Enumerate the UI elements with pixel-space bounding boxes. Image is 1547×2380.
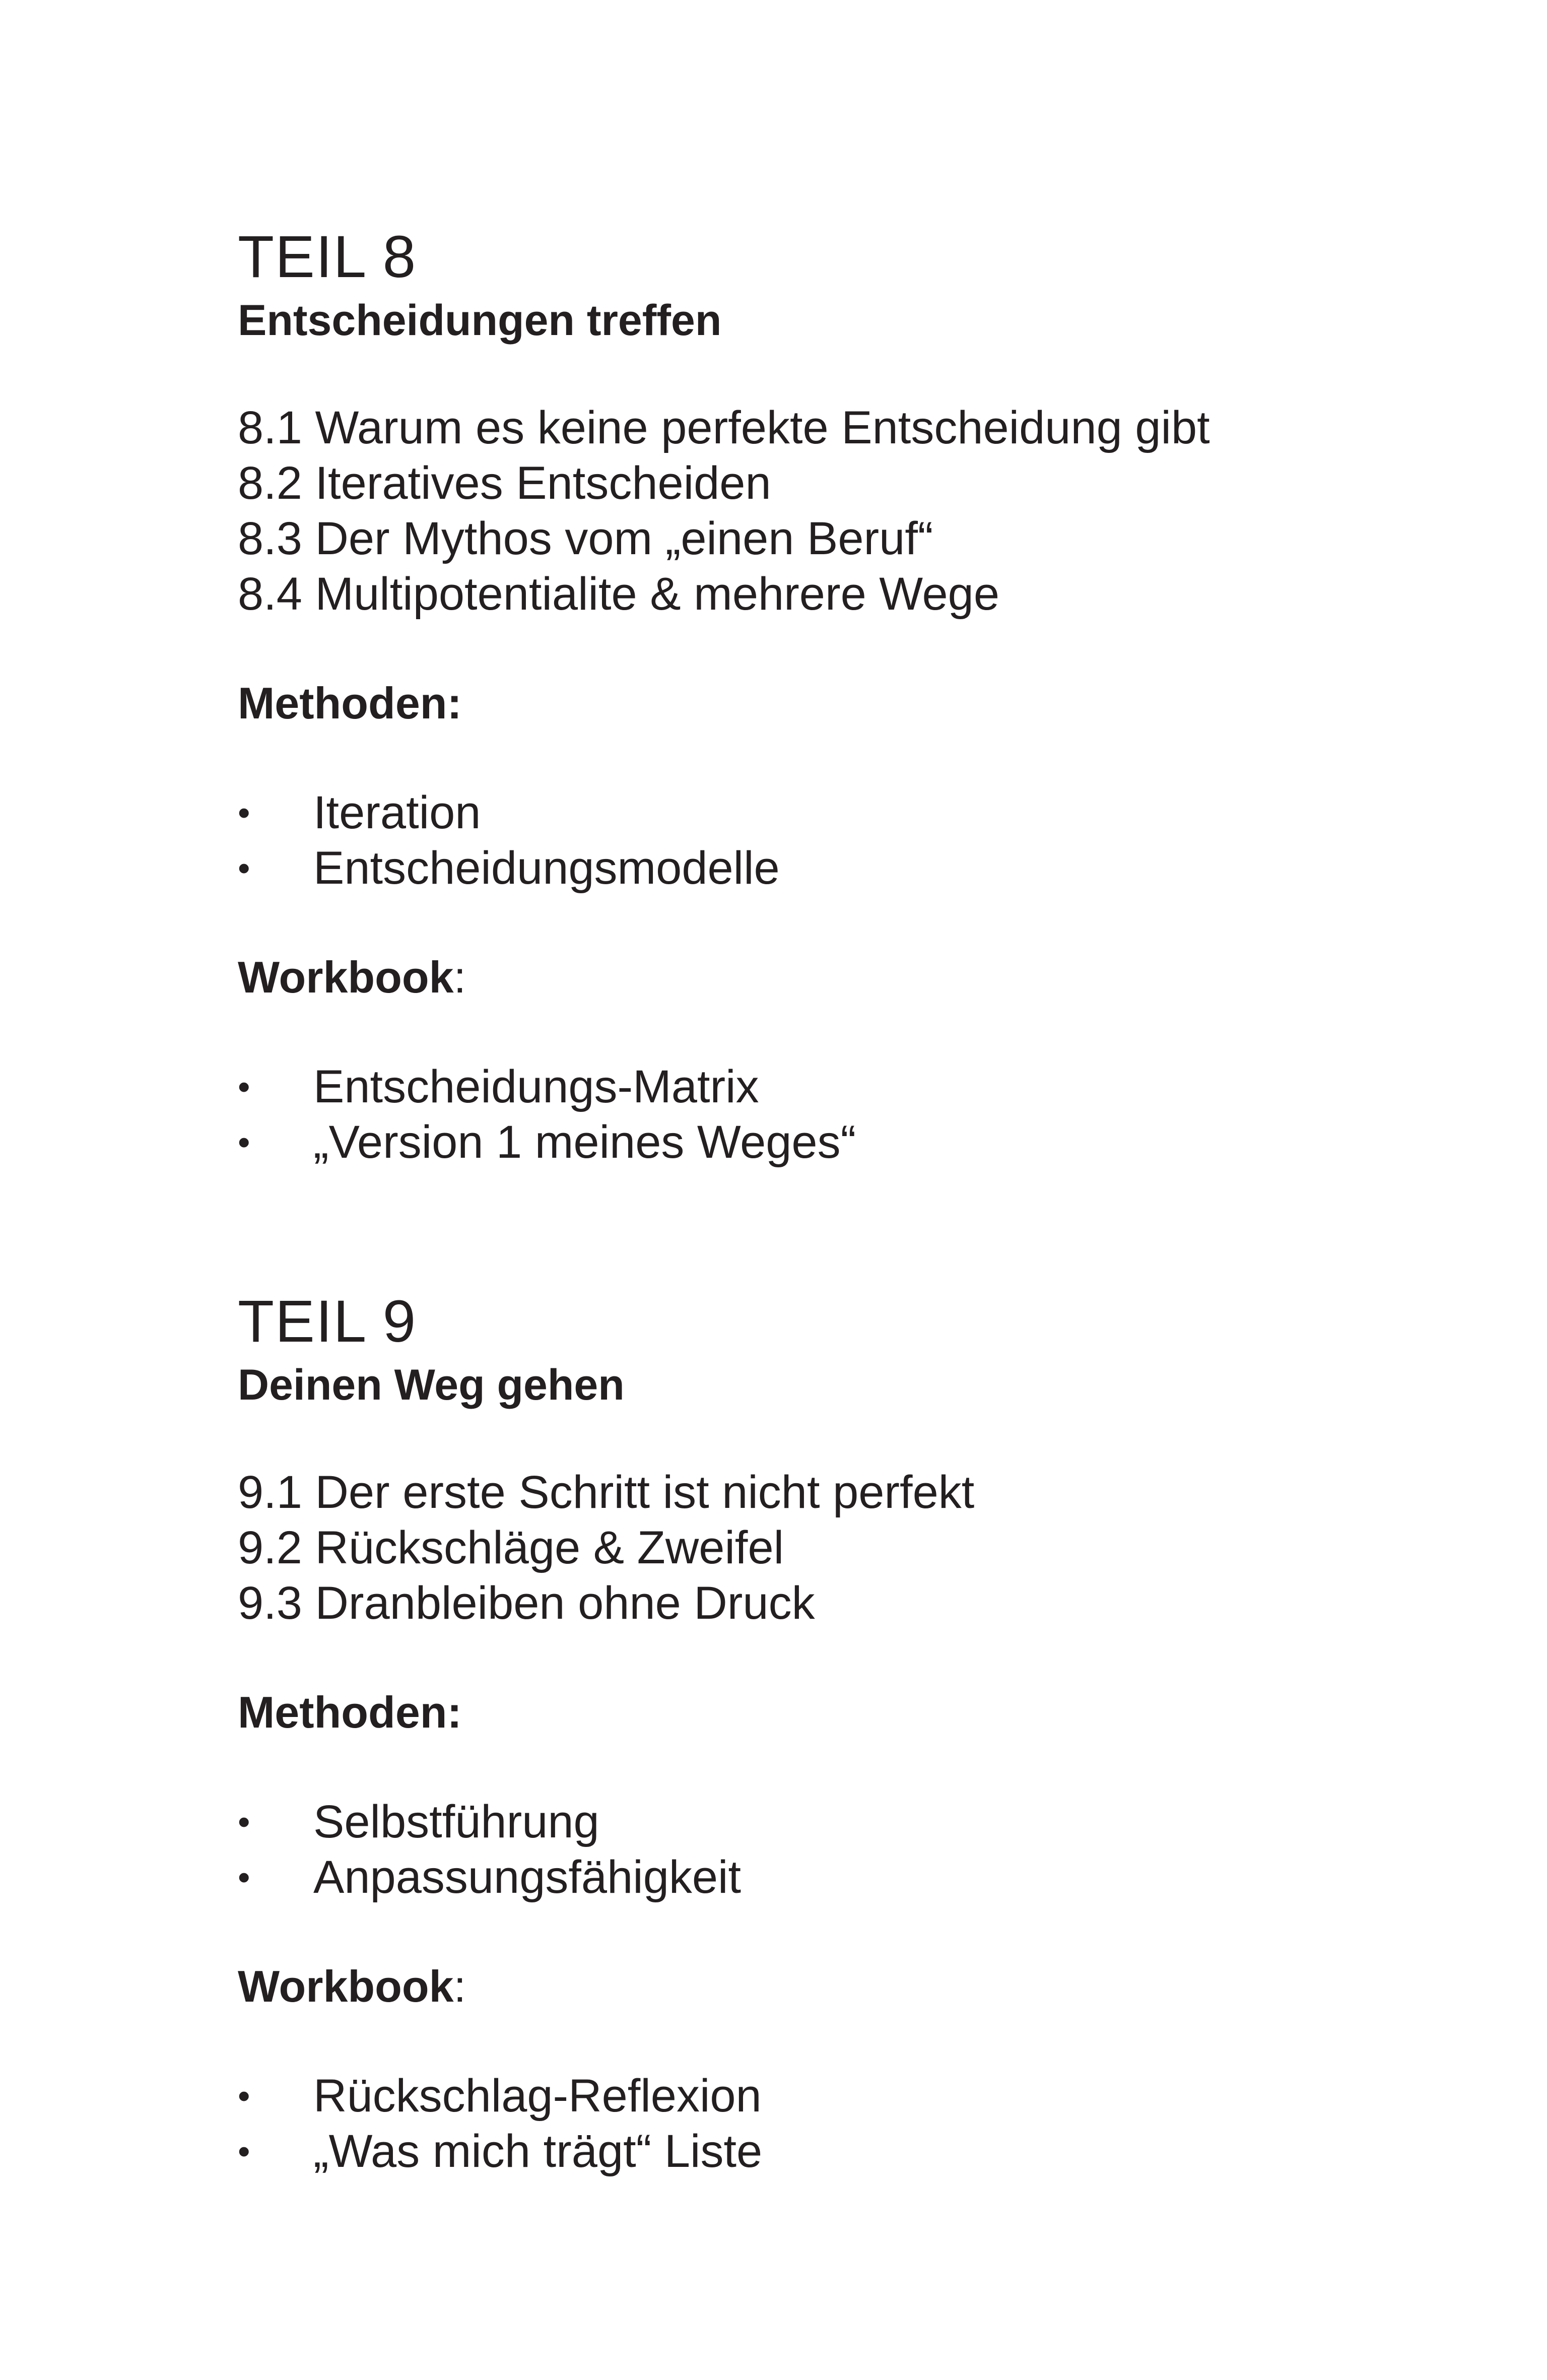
list-item-text: „Was mich trägt“ Liste	[313, 2126, 763, 2177]
workbook-heading	[238, 1958, 1447, 2015]
workbook-list	[238, 1059, 1447, 1170]
bullet-icon: •	[238, 1802, 250, 1841]
workbook-label: Workbook	[238, 1961, 454, 2011]
chapter-list	[238, 1465, 1447, 1631]
workbook-colon: :	[453, 1961, 466, 2011]
list-item-text: Entscheidungsmodelle	[313, 842, 780, 894]
part-title: TEIL 9	[238, 1288, 417, 1355]
list-item	[238, 840, 1447, 896]
bullet-icon: •	[238, 1122, 250, 1162]
chapter-item: 8.1 Warum es keine perfekte Entscheidung gibt	[238, 402, 1210, 453]
methods-heading	[238, 675, 1447, 732]
list-item-text: Rückschlag-Reflexion	[313, 2070, 762, 2122]
methods-label: Methoden:	[238, 678, 462, 728]
bullet-icon: •	[238, 1858, 250, 1897]
list-item-text: Selbstführung	[313, 1796, 599, 1847]
workbook-label: Workbook	[238, 952, 454, 1002]
list-item	[238, 2124, 1447, 2179]
bullet-icon: •	[238, 2076, 250, 2115]
methods-list	[238, 1794, 1447, 1905]
list-item	[238, 1794, 1447, 1849]
list-item	[238, 1849, 1447, 1905]
chapter-list	[238, 400, 1447, 622]
chapter-item: 9.1 Der erste Schritt ist nicht perfekt	[238, 1467, 975, 1518]
chapter-item: 8.4 Multipotentialite & mehrere Wege	[238, 568, 999, 620]
methods-heading	[238, 1684, 1447, 1741]
methods-list	[238, 785, 1447, 896]
list-item-text: „Version 1 meines Weges“	[313, 1116, 856, 1168]
list-item-text: Anpassungsfähigkeit	[313, 1852, 742, 1903]
part-subtitle: Deinen Weg gehen	[238, 1361, 625, 1409]
workbook-colon: :	[453, 952, 466, 1002]
list-item	[238, 2068, 1447, 2124]
bullet-icon: •	[238, 1067, 250, 1106]
bullet-icon: •	[238, 848, 250, 888]
list-item	[238, 785, 1447, 840]
part-title: TEIL 8	[238, 224, 417, 290]
bullet-icon: •	[238, 793, 250, 832]
list-item	[238, 1114, 1447, 1170]
part-8-section	[238, 222, 1447, 1170]
list-item	[238, 1059, 1447, 1114]
bullet-icon: •	[238, 2132, 250, 2171]
chapter-item: 8.3 Der Mythos vom „einen Beruf“	[238, 513, 933, 564]
methods-label: Methoden:	[238, 1687, 462, 1737]
chapter-item: 9.3 Dranbleiben ohne Druck	[238, 1577, 815, 1629]
chapter-item: 8.2 Iteratives Entscheiden	[238, 457, 771, 509]
workbook-list	[238, 2068, 1447, 2179]
part-subtitle: Entscheidungen treffen	[238, 296, 722, 345]
part-9-section	[238, 1286, 1447, 2179]
list-item-text: Iteration	[313, 787, 481, 838]
chapter-item: 9.2 Rückschläge & Zweifel	[238, 1522, 784, 1573]
list-item-text: Entscheidungs-Matrix	[313, 1061, 759, 1112]
workbook-heading	[238, 949, 1447, 1006]
